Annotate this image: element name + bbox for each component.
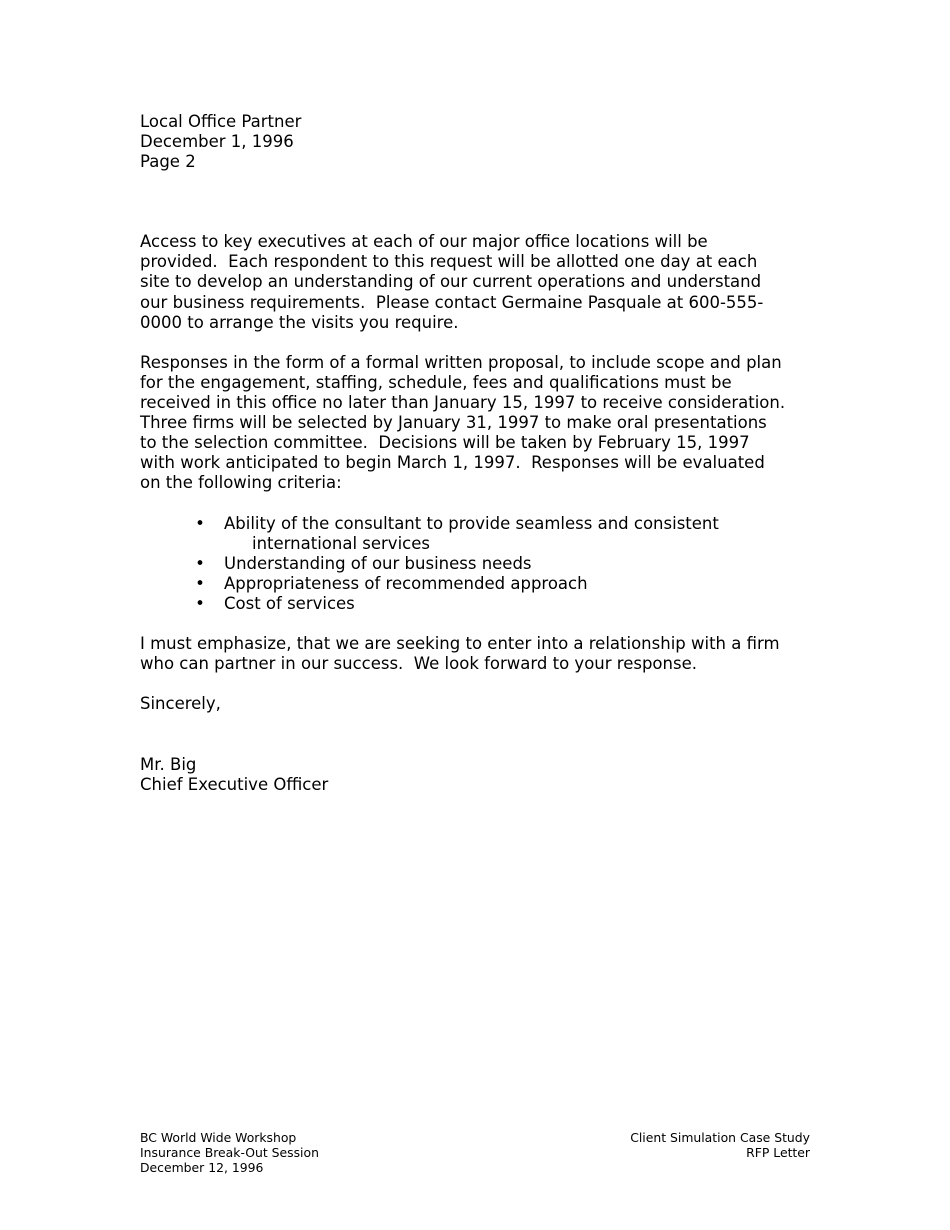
recipient: Local Office Partner — [140, 112, 302, 131]
bullet-icon: • — [195, 513, 205, 533]
paragraph-line: site to develop an understanding of our current operations and understand — [140, 272, 762, 292]
list-item — [140, 554, 820, 574]
signature-block — [140, 755, 820, 795]
paragraph-line: who can partner in our success. We look forward to your response. — [140, 654, 697, 674]
signer-name: Mr. Big — [140, 754, 197, 774]
paragraph-line: with work anticipated to begin March 1, 1997. Responses will be evaluated — [140, 453, 765, 473]
bullet-icon: • — [195, 573, 205, 593]
letter-content — [140, 112, 820, 795]
paragraph-line: received in this office no later than January 15, 1997 to receive consideration. — [140, 393, 786, 413]
paragraph-line: Responses in the form of a formal written proposal, to include scope and plan — [140, 352, 782, 372]
footer-case-study: Client Simulation Case Study — [630, 1130, 810, 1145]
letter-date: December 1, 1996 — [140, 132, 294, 152]
list-item — [140, 514, 820, 554]
paragraph-line: provided. Each respondent to this request will be allotted one day at each — [140, 252, 758, 272]
criteria-text: Ability of the consultant to provide seamless and consistent — [224, 513, 719, 533]
footer-doc-type: RFP Letter — [746, 1145, 810, 1160]
criteria-list — [140, 514, 820, 614]
list-item — [140, 574, 820, 594]
paragraph-line: 0000 to arrange the visits you require. — [140, 312, 459, 332]
bullet-icon: • — [195, 593, 205, 613]
letter-header — [140, 112, 820, 172]
criteria-text-continued: international services — [252, 533, 430, 553]
footer-right — [630, 1130, 810, 1160]
paragraph-line: Three firms will be selected by January 31, 1997 to make oral presentations — [140, 413, 767, 433]
paragraph-line: I must emphasize, that we are seeking to enter into a relationship with a firm — [140, 634, 780, 654]
list-item — [140, 594, 820, 614]
criteria-text: Cost of services — [224, 593, 355, 613]
criteria-text: Understanding of our business needs — [224, 553, 532, 573]
footer-left — [140, 1130, 319, 1175]
bullet-icon: • — [195, 553, 205, 573]
closing: Sincerely, — [140, 694, 221, 714]
paragraph-line: for the engagement, staffing, schedule, fees and qualifications must be — [140, 372, 732, 392]
paragraph-line: our business requirements. Please contact Germaine Pasquale at 600-555- — [140, 292, 764, 312]
footer-date: December 12, 1996 — [140, 1160, 264, 1175]
footer-session: Insurance Break-Out Session — [140, 1145, 319, 1160]
paragraph-line: on the following criteria: — [140, 473, 342, 493]
paragraph-access — [140, 232, 820, 332]
criteria-text: Appropriateness of recommended approach — [224, 573, 588, 593]
footer-workshop: BC World Wide Workshop — [140, 1130, 297, 1145]
page-number: Page 2 — [140, 152, 196, 172]
paragraph-emphasis — [140, 634, 820, 674]
signer-title: Chief Executive Officer — [140, 774, 329, 794]
paragraph-line: Access to key executives at each of our major office locations will be — [140, 232, 708, 252]
paragraph-responses — [140, 353, 820, 494]
paragraph-line: to the selection committee. Decisions will be taken by February 15, 1997 — [140, 433, 750, 453]
